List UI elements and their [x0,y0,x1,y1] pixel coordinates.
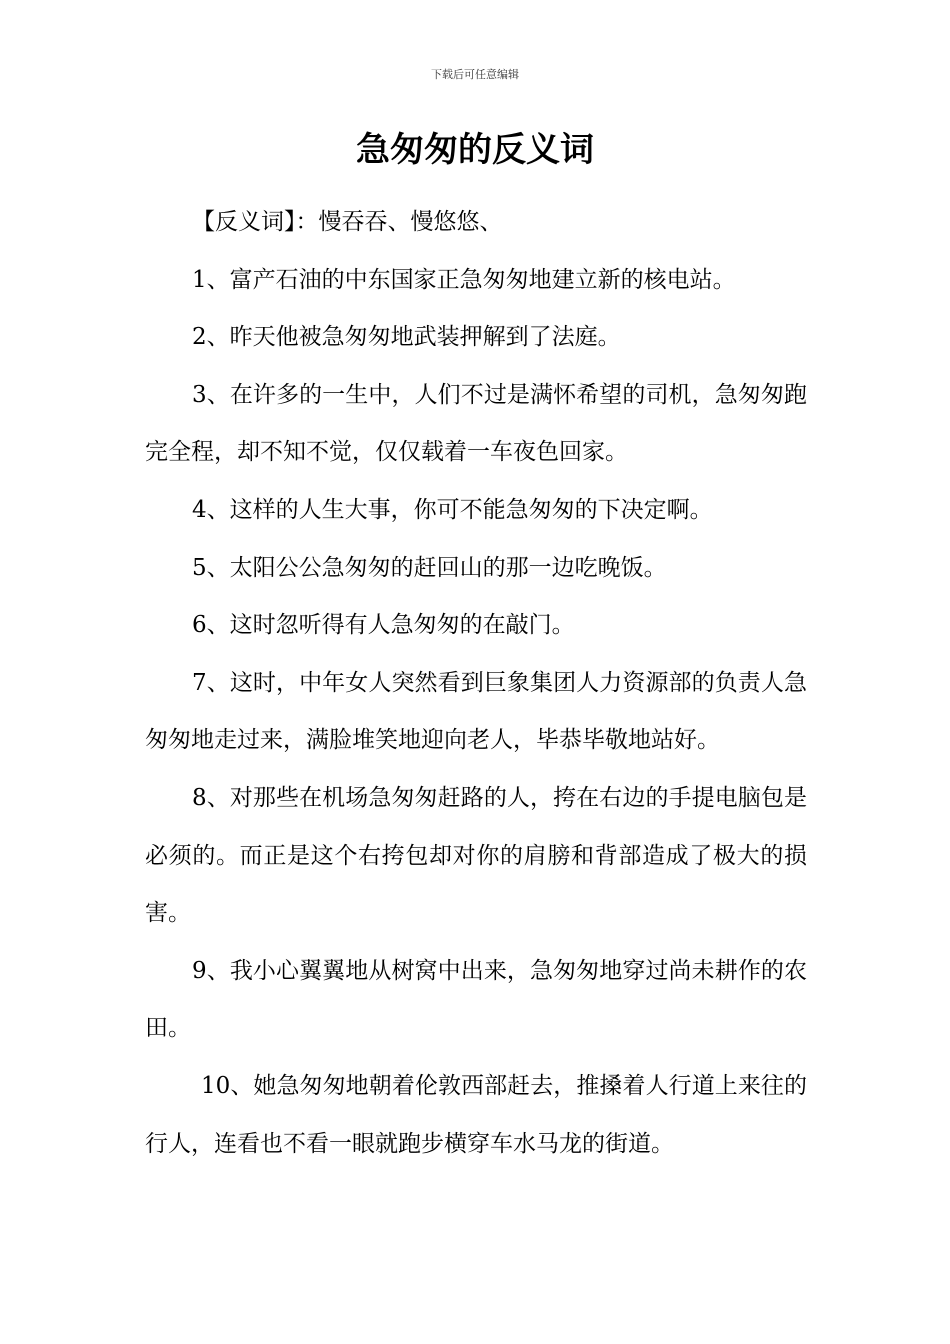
example-sentence-6: 6、这时忽听得有人急匆匆的在敲门。 [192,612,575,639]
example-sentence-10: 10、她急匆匆地朝着伦敦西部赶去，推搡着人行道上来往的行人，连看也不看一眼就跑步横穿车水马龙的街道。 [145,1072,807,1157]
document-body [145,194,807,1173]
example-sentence-2: 2、昨天他被急匆匆地武装押解到了法庭。 [192,324,621,351]
example-sentence-4: 4、这样的人生大事，你可不能急匆匆的下决定啊。 [192,496,713,523]
antonym-line [145,194,807,252]
example-sentence-8: 8、对那些在机场急匆匆赶路的人，挎在右边的手提电脑包是必须的。而正是这个右挎包却对你的肩膀和背部造成了极大的损害。 [145,784,807,927]
example-sentence-5: 5、太阳公公急匆匆的赶回山的那一边吃晚饭。 [192,554,667,581]
example-sentence-1: 1、富产石油的中东国家正急匆匆地建立新的核电站。 [192,266,736,293]
example-sentence-3: 3、在许多的一生中，人们不过是满怀希望的司机，急匆匆跑完全程，却不知不觉，仅仅载着一车夜色回家。 [145,381,807,466]
example-sentence-7: 7、这时，中年女人突然看到巨象集团人力资源部的负责人急匆匆地走过来，满脸堆笑地迎向老人，毕恭毕敬地站好。 [145,669,807,754]
example-sentence-9: 9、我小心翼翼地从树窝中出来，急匆匆地穿过尚未耕作的农田。 [145,957,807,1042]
antonym-words: 慢吞吞、慢悠悠、 [318,209,503,235]
antonym-colon: ： [295,209,319,235]
header-note: 下载后可任意编辑 [431,68,519,81]
antonym-label: 【反义词】 [192,209,296,235]
page-title: 急匆匆的反义词 [356,130,594,170]
